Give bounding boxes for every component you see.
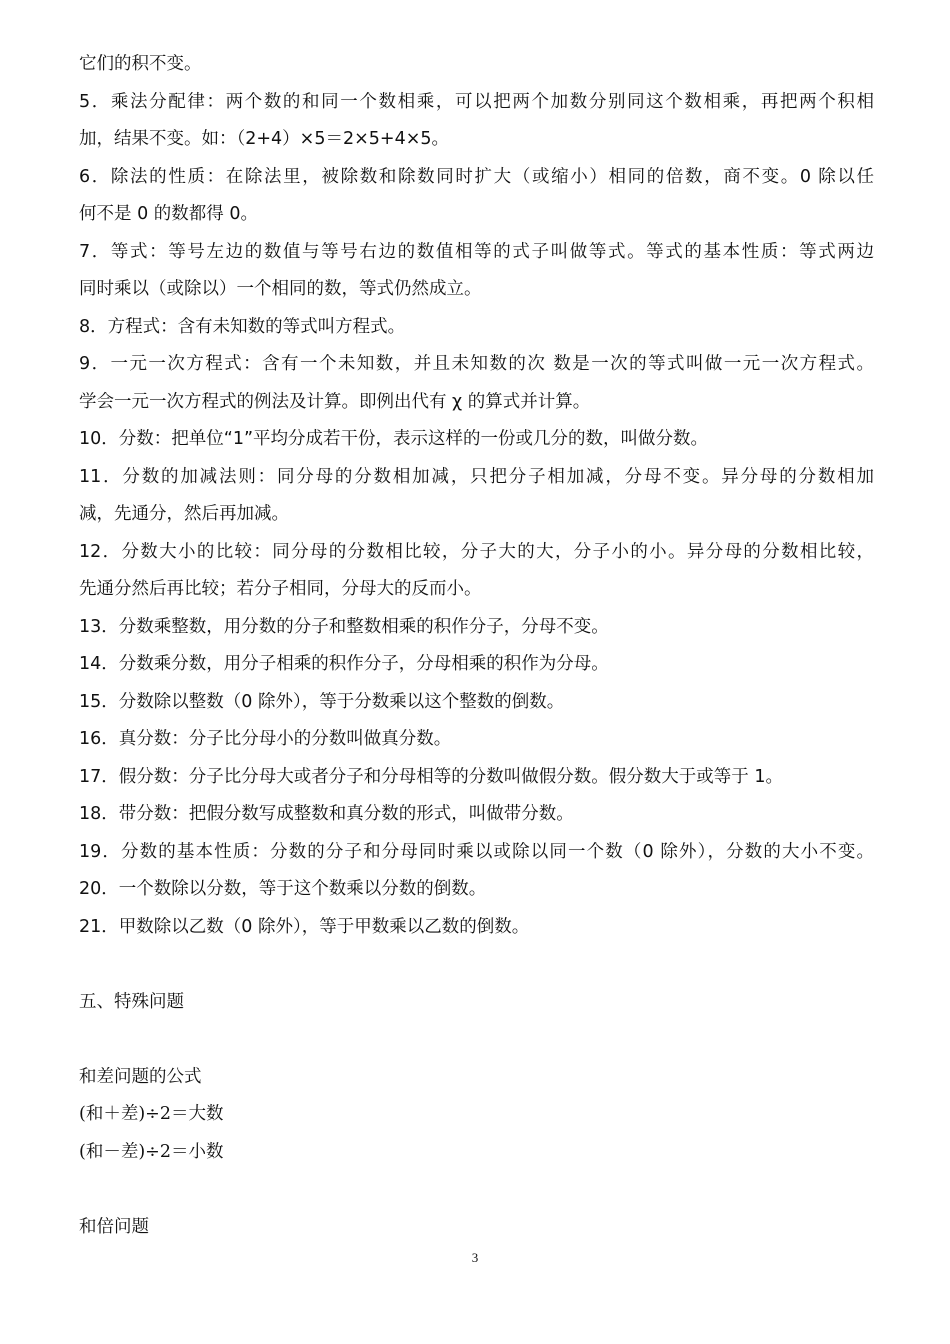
text-line: 18．带分数：把假分数写成整数和真分数的形式，叫做带分数。 bbox=[79, 804, 574, 824]
formula-big-number: (和＋差)÷2＝大数 bbox=[79, 1104, 224, 1124]
text-line: 减，先通分，然后再加减。 bbox=[79, 504, 289, 524]
text-line: 20．一个数除以分数，等于这个数乘以分数的倒数。 bbox=[79, 879, 487, 899]
text-line: 同时乘以（或除以）一个相同的数，等式仍然成立。 bbox=[79, 279, 482, 299]
paragraph-gap bbox=[79, 1021, 874, 1059]
formula-small-number: (和－差)÷2＝小数 bbox=[79, 1141, 224, 1162]
text-line: 先通分然后再比较；若分子相同，分母大的反而小。 bbox=[79, 579, 482, 599]
text-line: 7．等式：等号左边的数值与等号右边的数值相等的式子叫做等式。等式的基本性质：等式两边 bbox=[79, 241, 874, 262]
text-line: 13．分数乘整数，用分数的分子和整数相乘的积作分子，分母不变。 bbox=[79, 616, 609, 637]
sum-diff-heading: 和差问题的公式 bbox=[79, 1066, 202, 1087]
paragraph-gap bbox=[79, 946, 874, 984]
text-line: 17．假分数：分子比分母大或者分子和分母相等的分数叫做假分数。假分数大于或等于 1。 bbox=[79, 766, 783, 787]
text-line: 加，结果不变。如：（2+4）×5＝2×5+4×5。 bbox=[79, 129, 450, 149]
text-line: 12．分数大小的比较：同分母的分数相比较，分子大的大，分子小的小。异分母的分数相比较， bbox=[79, 541, 874, 562]
text-line: 9．一元一次方程式：含有一个未知数，并且未知数的次 数是一次的等式叫做一元一次方程式。 bbox=[79, 354, 874, 374]
text-line: 8．方程式：含有未知数的等式叫方程式。 bbox=[79, 316, 406, 337]
text-line: 11．分数的加减法则：同分母的分数相加减，只把分子相加减，分母不变。异分母的分数相加 bbox=[79, 466, 874, 487]
section-title: 五、特殊问题 bbox=[79, 991, 184, 1012]
page-number: 3 bbox=[471, 1250, 479, 1265]
text-line: 16．真分数：分子比分母小的分数叫做真分数。 bbox=[79, 729, 452, 749]
sum-multiple-heading: 和倍问题 bbox=[79, 1216, 149, 1237]
text-line: 21．甲数除以乙数（0 除外），等于甲数乘以乙数的倒数。 bbox=[79, 916, 530, 937]
text-line: 何不是 0 的数都得 0。 bbox=[79, 204, 258, 224]
text-line: 5．乘法分配律：两个数的和同一个数相乘，可以把两个加数分别同这个数相乘，再把两个积相 bbox=[79, 91, 874, 112]
text-line: 15．分数除以整数（0 除外），等于分数乘以这个整数的倒数。 bbox=[79, 691, 565, 712]
paragraph-gap bbox=[79, 1171, 874, 1209]
text-line: 14．分数乘分数，用分子相乘的积作分子，分母相乘的积作为分母。 bbox=[79, 654, 609, 674]
document-body bbox=[79, 46, 874, 1246]
text-line: 19．分数的基本性质：分数的分子和分母同时乘以或除以同一个数（0 除外），分数的大小不变。 bbox=[79, 841, 874, 862]
text-line: 它们的积不变。 bbox=[79, 54, 202, 74]
text-line: 学会一元一次方程式的例法及计算。即例出代有 χ 的算式并计算。 bbox=[79, 391, 591, 412]
text-line: 10．分数：把单位“1”平均分成若干份，表示这样的一份或几分的数，叫做分数。 bbox=[79, 429, 709, 449]
text-line: 6．除法的性质：在除法里，被除数和除数同时扩大（或缩小）相同的倍数，商不变。0 除以任 bbox=[79, 166, 874, 187]
